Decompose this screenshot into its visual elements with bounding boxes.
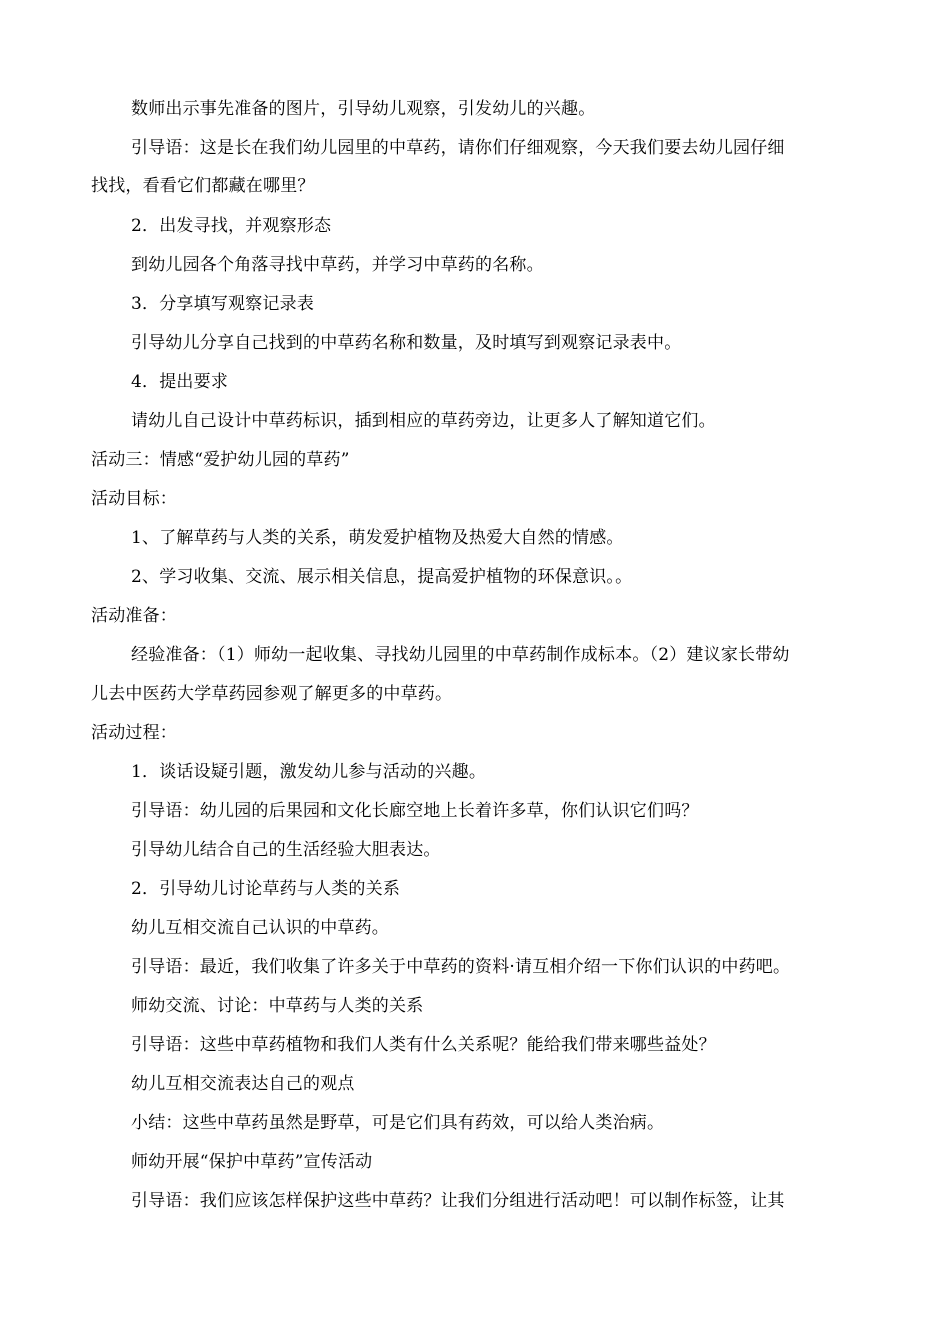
paragraph-line: 引导幼儿结合自己的生活经验大胆表达。 <box>131 840 441 860</box>
paragraph-line: 请幼儿自己设计中草药标识，插到相应的草药旁边，让更多人了解知道它们。 <box>131 411 716 431</box>
paragraph-line: 数师出示事先准备的图片，引导幼儿观察，引发幼儿的兴趣。 <box>131 99 596 119</box>
paragraph-line: 引导语：这些中草药植物和我们人类有什么关系呢？能给我们带来哪些益处？ <box>131 1035 716 1055</box>
goal-item: 1、了解草药与人类的关系，萌发爱护植物及热爱大自然的情感。 <box>131 528 624 548</box>
section-heading: 2．引导幼儿讨论草药与人类的关系 <box>131 879 401 899</box>
paragraph-line: 引导语：幼儿园的后果园和文化长廊空地上长着许多草，你们认识它们吗？ <box>131 801 699 821</box>
paragraph-line: 到幼儿园各个角落寻找中草药，并学习中草药的名称。 <box>131 255 544 275</box>
paragraph-line: 儿去中医药大学草药园参观了解更多的中草药。 <box>91 684 453 704</box>
activity-goals-label: 活动目标： <box>91 489 177 509</box>
activity-prep-label: 活动准备： <box>91 606 177 626</box>
paragraph-line: 引导语：我们应该怎样保护这些中草药？让我们分组进行活动吧！可以制作标签，让其 <box>131 1191 785 1211</box>
paragraph-line: 小结：这些中草药虽然是野草，可是它们具有药效，可以给人类治病。 <box>131 1113 665 1133</box>
paragraph-line: 幼儿互相交流自己认识的中草药。 <box>131 918 389 938</box>
paragraph-line: 师幼交流、讨论：中草药与人类的关系 <box>131 996 424 1016</box>
paragraph-line: 经验准备：（1）师幼一起收集、寻找幼儿园里的中草药制作成标本。（2）建议家长带幼 <box>131 645 790 665</box>
paragraph-line: 引导幼儿分享自己找到的中草药名称和数量，及时填写到观察记录表中。 <box>131 333 682 353</box>
section-heading: 2．出发寻找，并观察形态 <box>131 216 332 236</box>
paragraph-line: 幼儿互相交流表达自己的观点 <box>131 1074 355 1094</box>
section-heading: 4．提出要求 <box>131 372 229 392</box>
section-heading: 3．分享填写观察记录表 <box>131 294 315 314</box>
paragraph-line: 师幼开展“保护中草药”宣传活动 <box>131 1152 373 1172</box>
paragraph-line: 引导语：这是长在我们幼儿园里的中草药，请你们仔细观察，今天我们要去幼儿园仔细 <box>131 138 785 158</box>
paragraph-line: 引导语：最近，我们收集了许多关于中草药的资料·请互相介绍一下你们认识的中药吧。 <box>131 957 791 977</box>
activity-process-label: 活动过程： <box>91 723 177 743</box>
section-heading: 1．谈话设疑引题，激发幼儿参与活动的兴趣。 <box>131 762 487 782</box>
paragraph-line: 找找，看看它们都藏在哪里？ <box>91 176 315 196</box>
goal-item: 2、学习收集、交流、展示相关信息，提高爱护植物的环保意识。。 <box>131 567 633 587</box>
activity-title: 活动三：情感“爱护幼儿园的草药” <box>91 450 350 470</box>
